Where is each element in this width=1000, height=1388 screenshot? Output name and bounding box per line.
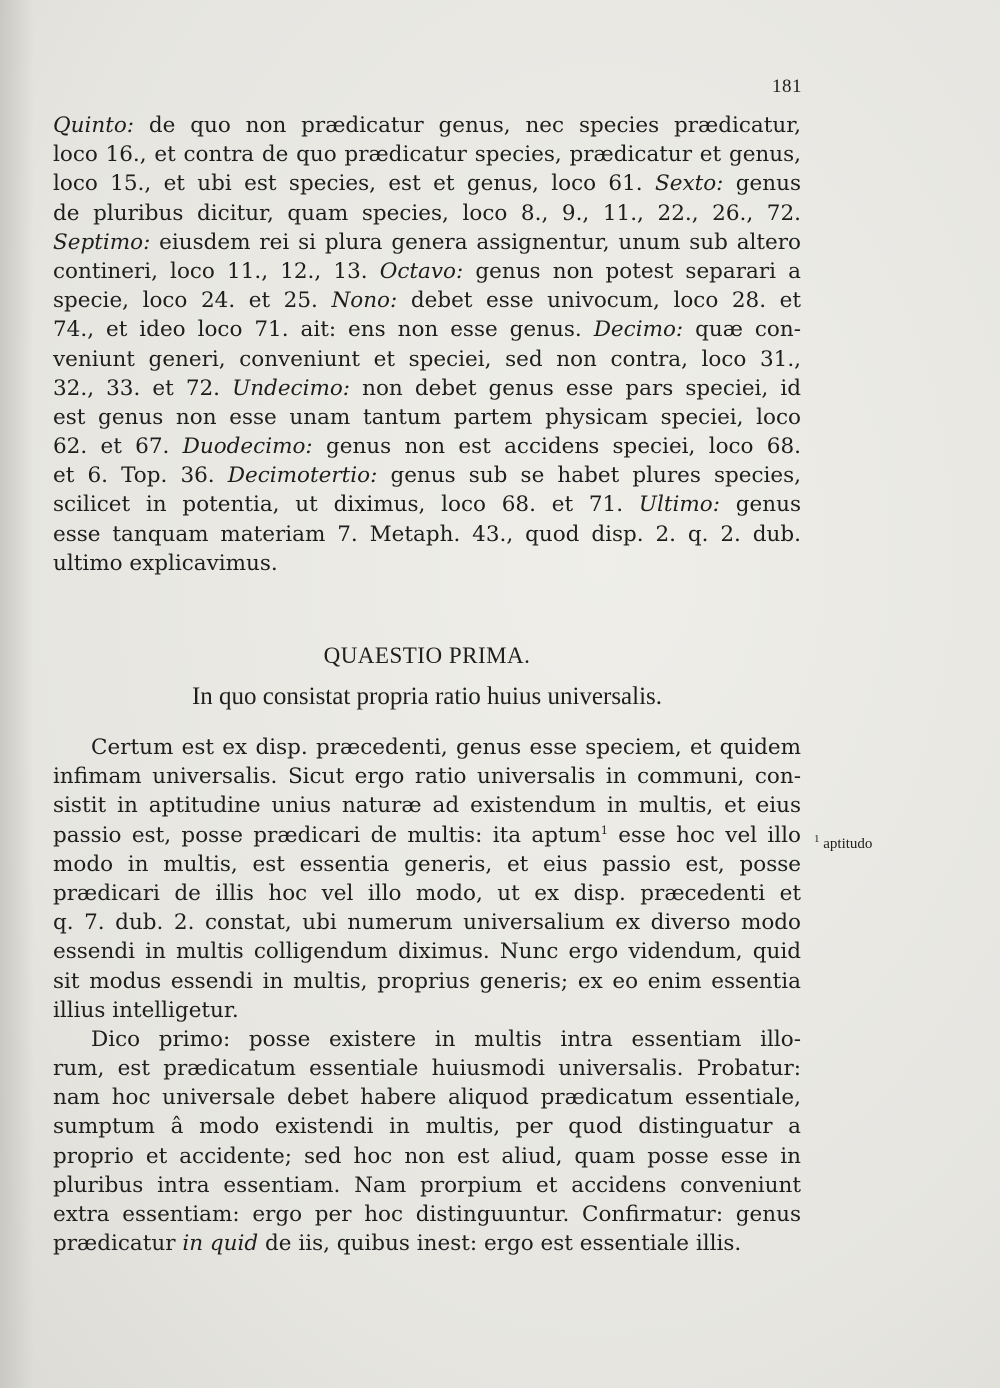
intro-paragraph	[53, 111, 801, 578]
intro-line: 62. et 67. Duodecimo: genus non est accidens speciei, loco 68.	[53, 434, 801, 460]
body-line: sumptum â modo existendi in multis, per quod distinguatur a	[53, 1114, 801, 1140]
body-line: essendi in multis colligendum diximus. Nunc ergo videndum, quid	[53, 939, 801, 965]
intro-line: scilicet in potentia, ut diximus, loco 68. et 71. Ultimo: genus	[53, 492, 801, 518]
body-line: nam hoc universale debet habere aliquod prædicatum essentiale,	[53, 1085, 801, 1111]
intro-line: specie, loco 24. et 25. Nono: debet esse univocum, loco 28. et	[53, 288, 801, 314]
intro-line: veniunt generi, conveniunt et speciei, sed non contra, loco 31.,	[53, 346, 801, 372]
body-line: modo in multis, est essentia generis, et eius passio est, posse	[53, 851, 801, 877]
footnote-marker: 1	[814, 833, 820, 845]
body-line: passio est, posse prædicari de multis: ita aptum$^1$ esse hoc vel illo	[53, 822, 801, 848]
footnote-text: aptitudo	[823, 836, 873, 852]
body-line: illius intelligetur.	[53, 997, 239, 1023]
section-subtitle: In quo consistat propria ratio huius universalis.	[191, 683, 663, 710]
intro-line: Quinto: de quo non prædicatur genus, nec species prædicatur,	[53, 113, 801, 138]
body-line: sistit in aptitudine unius naturæ ad existendum in multis, et eius	[53, 793, 801, 819]
intro-line: de pluribus dicitur, quam species, loco 8., 9., 11., 22., 26., 72.	[53, 200, 801, 226]
body-line: proprio et accidente; sed hoc non est aliud, quam posse esse in	[53, 1143, 801, 1169]
section-title: QUAESTIO PRIMA.	[323, 643, 531, 668]
body-line: prædicari de illis hoc vel illo modo, ut ex disp. præcedenti et	[53, 880, 801, 906]
body-line: Dico primo: posse existere in multis intra essentiam illo-	[91, 1026, 801, 1052]
intro-line: Septimo: eiusdem rei si plura genera assignentur, unum sub altero	[53, 229, 801, 255]
intro-line: loco 16., et contra de quo prædicatur species, prædicatur et genus,	[53, 142, 801, 168]
page-number: 181	[772, 76, 802, 97]
body-line: extra essentiam: ergo per hoc distinguuntur. Confirmatur: genus	[53, 1202, 801, 1227]
intro-line: contineri, loco 11., 12., 13. Octavo: genus non potest separari a	[53, 258, 801, 284]
margin-footnote	[814, 833, 873, 853]
body-line: rum, est prædicatum essentiale huiusmodi universalis. Probatur:	[53, 1056, 801, 1082]
intro-line: loco 15., et ubi est species, est et genus, loco 61. Sexto: genus	[53, 171, 801, 197]
intro-line: 74., et ideo loco 71. ait: ens non esse genus. Decimo: quæ con-	[53, 317, 801, 343]
body-line: infimam universalis. Sicut ergo ratio universalis in communi, con-	[53, 764, 801, 790]
intro-line: esse tanquam materiam 7. Metaph. 43., quod disp. 2. q. 2. dub.	[53, 521, 801, 547]
body-line: prædicatur in quid de iis, quibus inest: ergo est essentiale illis.	[53, 1231, 742, 1257]
intro-line: est genus non esse unam tantum partem physicam speciei, loco	[53, 404, 801, 430]
body-line: q. 7. dub. 2. constat, ubi numerum universalium ex diverso modo	[53, 910, 801, 936]
body-line: Certum est ex disp. præcedenti, genus esse speciem, et quidem	[91, 735, 801, 760]
body-line: pluribus intra essentiam. Nam prorpium et accidens conveniunt	[53, 1172, 801, 1198]
body-text	[53, 733, 801, 1258]
intro-line: et 6. Top. 36. Decimotertio: genus sub se habet plures species,	[53, 463, 801, 489]
binding-shadow	[0, 0, 34, 1388]
intro-line: 32., 33. et 72. Undecimo: non debet genus esse pars speciei, id	[53, 375, 801, 401]
body-line: sit modus essendi in multis, proprius generis; ex eo enim essentia	[53, 968, 801, 994]
intro-line: ultimo explicavimus.	[53, 550, 278, 576]
